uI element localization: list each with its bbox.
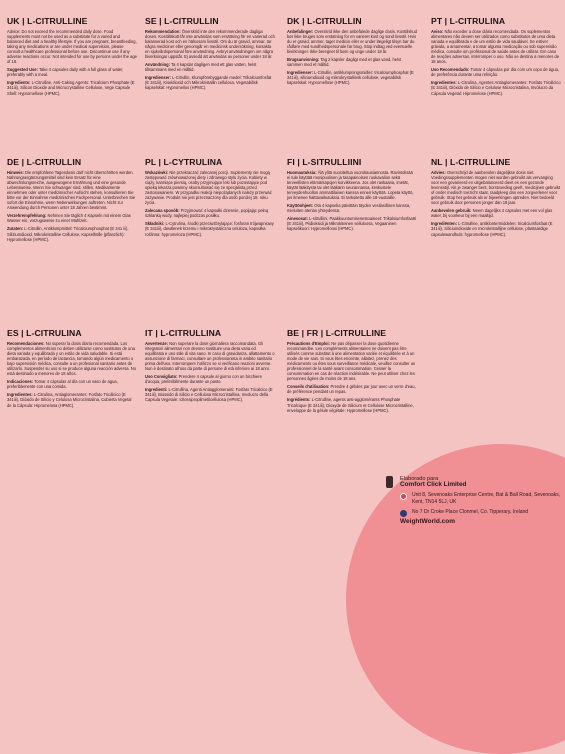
panel-pl: [145, 157, 275, 240]
panel-advice: Aviso: Não exceder a dose diária recomendada. Os suplementos alimentares não devem ser utilizados como substitutos de uma dieta variada e equilibrada e de um estilo de vida saudável. Se estiver grávida, a amamentar, a tomar alguma medicação ou sob supervisão médica, consulte um profissional de saúde antes de utilizar. Em caso de reações adversas, interromper o uso. Não se destina a menores de 18 anos.: [431, 29, 560, 65]
panel-title: PT | L-CITRULINA: [431, 16, 506, 26]
uk-address: Unit 8, Sevenoaks Enterprise Centre, Bat & Ball Road, Sevenoaks, Kent, TN14 5LJ, UK: [400, 492, 562, 504]
panel-title: PL | L-CYTRULINA: [145, 157, 223, 167]
panel-ingredients: Ingredienser: L-Citrullin, Klumpförebyggande medel: Trikalciumfosfat (E 341iii), Kiseldioxid och Mikrokristallin cellulosa, Vegetabilisk kapselskal: Hypromellos (HPMC).: [145, 75, 272, 91]
made-for-label: Elaborado para: [400, 476, 439, 482]
panel-advice: Wskazówki: Nie przekraczać zalecanej porcji. Suplementy nie mogą zastępować zrównoważonej diety i zdrowego stylu życia. Kobiety w ciąży, karmiące piersią, osoby przyjmujące leki lub pozostające pod opieką lekarza powinny skonsultować się ze specjalistą przed zastosowaniem. W przypadku reakcji niepożądanych należy przerwać zażywanie. Produkt nie jest przeznaczony dla osób poniżej 18. roku życia.: [145, 170, 272, 206]
ie-address: No 7 Dr Croke Place Clonmel, Co. Tipperary, Ireland: [400, 509, 562, 515]
company-name: Comfort Click Limited: [400, 481, 467, 489]
panel-uk: [7, 16, 137, 99]
panel-advice: Huomautuksia: Älä ylitä suositeltua vuorokausiannosta. Ravintolisää ei tule käyttää monipuolisen ja tasapainoisen ruokavalion sekä terveellisten elämäntapojen korvikkeena. Jos olet raskaana, imetät, käytät lääkitystä tai olet lääkärin seurannassa, keskustele terveydenhuollon ammattilaisen kanssa ennen käyttöä. Lopeta käyttö, jos ilmenee haittavaikutuksia. Ei tarkoitettu alle 18-vuotiaille.: [287, 170, 414, 201]
panel-title: ES | L-CITRULINA: [7, 328, 82, 338]
panel-usage: Användning: Ta 4 kapslar dagligen med ett glas vatten, helst tillsammans med en måltid.: [145, 62, 257, 73]
panel-be-fr: [287, 328, 417, 416]
panel-advice: Recomendaciones: No superar la dosis diaria recomendada. Los complementos alimenticios no deben utilizarse como sustitutos de una dieta variada y equilibrada y un estilo de vida saludable. Si está embarazada, en período de lactancia, tomando algún medicamento o bajo supervisión médica, consulte a un profesional sanitario antes de utilizarlo. Suspender su uso si se produce alguna reacción adversa. No está destinado a menores de 18 años.: [7, 341, 137, 377]
panel-dk: [287, 16, 417, 88]
panel-de: [7, 157, 137, 245]
panel-advice: Advies: Overschrijd de aanbevolen dagelijkse dosis niet. Voedingssupplementen mogen niet worden gebruikt als vervanging voor een gevarieerd en uitgebalanceerd dieet en een gezonde levensstijl. Als je zwanger bent, borstvoeding geeft, medicijnen gebruikt of onder medisch toezicht staat, raadpleeg dan een zorgverlener voor gebruik. Stop het gebruik als er bijwerkingen optreden. Niet bedoeld voor gebruik door personen jonger dan 18 jaar.: [431, 170, 561, 206]
panel-title: IT | L-CITRULLINA: [145, 328, 222, 338]
panel-advice: Advice: Do not exceed the recommended daily dose. Food supplements must not be used as a substitute for a varied and balanced diet and a healthy lifestyle. If you are pregnant, breastfeeding, taking any medications or are under medical supervision, please consult a healthcare professional before use. Discontinue use if any adverse reactions occur. Not intended for use by persons under the age of 18.: [7, 29, 137, 65]
panel-ingredients: Składniki: L-Cytrulina, środki przeciwzbrylające: fosforan trójwapniowy (E 341iii), dwutlenek krzemu i mikrokrystaliczna celuloza, kapsułka roślinna: hypromeloza (HPMC).: [145, 221, 274, 237]
panel-usage: Käyttöohjeet: Ota 4 kapselia päivittäin täyden vesilasillisen kanssa, mieluiten aterian yhteydessä.: [287, 203, 411, 214]
panel-ingredients: Ingrédients: L-Citrulline, agents anti-agglomérants Phosphate Tricalcique (E 341iii), Dioxyde de Silicium et Cellulose Microcristalline, enveloppe de la gélule végétale: Hypromellose (HPMC).: [287, 397, 414, 413]
eu-flag-icon: [400, 510, 407, 517]
panel-ingredients: Ingredientes: L-Citrulina, Agentes Antiaglomerantes: Fosfato Tricálcico (E 341iii), Dióxido de Silício e Celulose Microcristalina, Invólucro da Cápsula Vegetal: Hipromelose (HPMC).: [431, 80, 561, 96]
panel-usage: Aanbevolen gebruik: Neem dagelijks 4 capsules met een vol glas water, bij voorkeur bij een maaltijd.: [431, 208, 553, 219]
website: WeightWorld.com: [400, 518, 456, 526]
panel-es: [7, 328, 137, 411]
panel-title: DE | L-CITRULLIN: [7, 157, 82, 167]
company-info: [400, 476, 562, 525]
panel-se: [145, 16, 275, 94]
panel-usage: Indicaciones: Tomar 4 cápsulas al día con un vaso de agua, preferiblemente con una comida.: [7, 379, 118, 390]
panel-advice: Anbefalinger: Overskrid ikke den anbefalede daglige dosis. Kosttilskud bør ikke bruges som erstatning for en varieret kost og sund livsstil. Hvis du er gravid, ammer, tager medicin eller er under lægeligt tilsyn bør du rådføre med sundhedspersonale før brug. Stop indtag ved eventuelle bivirkninger. Ikke beregnet til børn og unge under 18 år.: [287, 29, 417, 55]
panel-title: SE | L-CITRULLIN: [145, 16, 219, 26]
panel-title: NL | L-CITRULLINE: [431, 157, 511, 167]
panel-advice: Rekommendation: Överskrid inte den rekommenderade dagliga dosen. Kosttillskott får inte användas som ersättning för en varierad och balanserad kost och en hälsosam livsstil. Om du är gravid, ammar, tar några mediciner eller genomgår en medicinsk undersökning, kontakta en sjukvårdspersonal före användning. Avbryt användningen om några biverkningar uppstår. Ej avsedd att användas av personer under 18 år.: [145, 29, 275, 60]
panel-usage: Brugsanvisning: Tag 2 kapsler dagligt med et glas vand, helst sammen med et måltid.: [287, 57, 402, 68]
panel-usage: Zalecana sposób: Przyjmować 4 kapsułki dziennie, popijając pełną szklanką wody, najlepiej podczas posiłku.: [145, 208, 269, 219]
panel-title: DK | L-CITRULLIN: [287, 16, 362, 26]
panel-it: [145, 328, 275, 406]
panel-ingredients: Ingredients: L-Citrulline, Anti-Caking Agents: Tricalcium Phosphate (E 341iii), Silicon Dioxide and Microcrystalline Cellulose, Vege Capsule Shell: Hypromellose (HPMC).: [7, 80, 135, 96]
panel-usage: Conseils d'utilisation: Prendre 4 gélules par jour avec un verre d'eau, de préférence pendant un repas.: [287, 384, 416, 395]
panel-nl: [431, 157, 561, 240]
panel-ingredients: Zutaten: L-Citrullin, Antiklumpmittel: Tricalciumphosphat (E 341 iii), Siliziumdioxid, Mikrokristalline Cellulose, Kapselhülle (pflanzlich): Hypromellose (HPMC).: [7, 226, 129, 242]
panel-ingredients: Ingredientes: L-Citrulina, Antiaglomerantes: Fosfato Tricálcico (E 341iii), Dióxido de Silicio y Celulosa Microcristalina, Cubierta Vegetal de la Cápsula: Hipromelosa (HPMC).: [7, 392, 132, 408]
panel-advice: Précautions d'Emploi: Ne pas dépasser la dose quotidienne recommandée. Les compléments alimentaires ne doivent pas être utilisés comme substitut à une alimentation variée et équilibrée et à un mode de vie sain. Si vous êtes enceinte, allaitez, prenez des médicaments ou êtes sous surveillance médicale, veuillez consulter un professionnel de la santé avant consommation. Cesser la consommation en cas de réaction indésirable. Ne peut utiliser chez les personnes âgées de moins de 18 ans.: [287, 341, 416, 382]
company-logo-icon: [386, 476, 393, 488]
panel-pt: [431, 16, 561, 99]
panel-ingredients: Ingredienti: L-Citrullina, Agenti Antiagglomeranti: Fosfato Tricalcico (E 341iii), Biossido di Silicio e Cellulosa Microcristallina, Involucro della Capsula Vegetale: Idrossipropilmetilcellulosa (HPMC).: [145, 387, 273, 403]
panel-usage: Verzehrempfehlung: Nehmen Sie täglich 4 Kapseln mit einem Glas Wasser ein, vorzugsweise zu einer Mahlzeit.: [7, 213, 131, 224]
panel-advice: Avvertenze: Non superare la dose giornaliera raccomandata. Gli integratori alimentari non devono sostituire una dieta varia ed equilibrata e uno stile di vita sano. In caso di gravidanza, allattamento o assunzione di farmaci, consultare un professionista in ambito sanitario prima dell'uso. Interrompere l'utilizzo se si verificano reazioni avverse. Non è destinato all'uso da parte di persone di età inferiore ai 18 anni.: [145, 341, 275, 372]
panel-fi: [287, 157, 417, 235]
panel-ingredients: Ingrediënten: L-Citrulline, antiklontermiddelen: tricalciumfosfaat (E 341iii), Siliciumdioxide en microkristallijne cellulose, plantaardige capsulewandhuls: hypromellose (HPMC).: [431, 221, 553, 237]
panel-usage: Suggested Use: Take 4 capsules daily with a full glass of water, preferably with a meal.: [7, 67, 124, 78]
panel-usage: Uso Recomendado: Tomar 4 cápsulas por dia com um copo de água, de preferência durante uma refeição.: [431, 67, 560, 78]
panel-ingredients: Ingredienser: L-Citrullin, antiklumpningsmidler: tricalciumphosphat (E 341iii), siliciumdioxid og mikrokrystallinsk cellulose, vegetabilsk kapselskal: Hypromellose (HPMC).: [287, 70, 414, 86]
panel-advice: Hinweis: Die empfohlene Tagesdosis darf nicht überschritten werden. Nahrungsergänzungsmittel sind kein Ersatz für eine abwechslungsreiche, ausgewogene Ernährung und eine gesunde Lebensweise. Wenn Sie schwanger sind, stillen, Medikamente einnehmen oder unter medizinischer Aufsicht stehen, konsultieren Sie bitte vor der Einnahme medizinisches Fachpersonal. Unterbrechen Sie sofort die Einnahme, wenn Nebenwirkungen auftreten. Nicht zur Anwendung durch Personen unter 18 Jahren bestimmt.: [7, 170, 136, 211]
panel-title: UK | L-CITRULLINE: [7, 16, 88, 26]
panel-ingredients: Ainesosat: L-sitrulliini, Paakkuuntumisenestoaineet: Trikalsiumfosfaatti (E 341iii), Piidioksidi ja Mikrokiteinen selluloosa, Vegaaninen kapselikuori: Hypromelloosi (HPMC).: [287, 216, 417, 232]
panel-title: BE | FR | L-CITRULLINE: [287, 328, 387, 338]
uk-flag-icon: [400, 493, 407, 500]
panel-title: FI | L-SITRULLIINI: [287, 157, 362, 167]
panel-usage: Uso Consigliato: Prendere 4 capsule al giorno con un bicchiere d'acqua, preferibilmente durante un pasto.: [145, 374, 262, 385]
